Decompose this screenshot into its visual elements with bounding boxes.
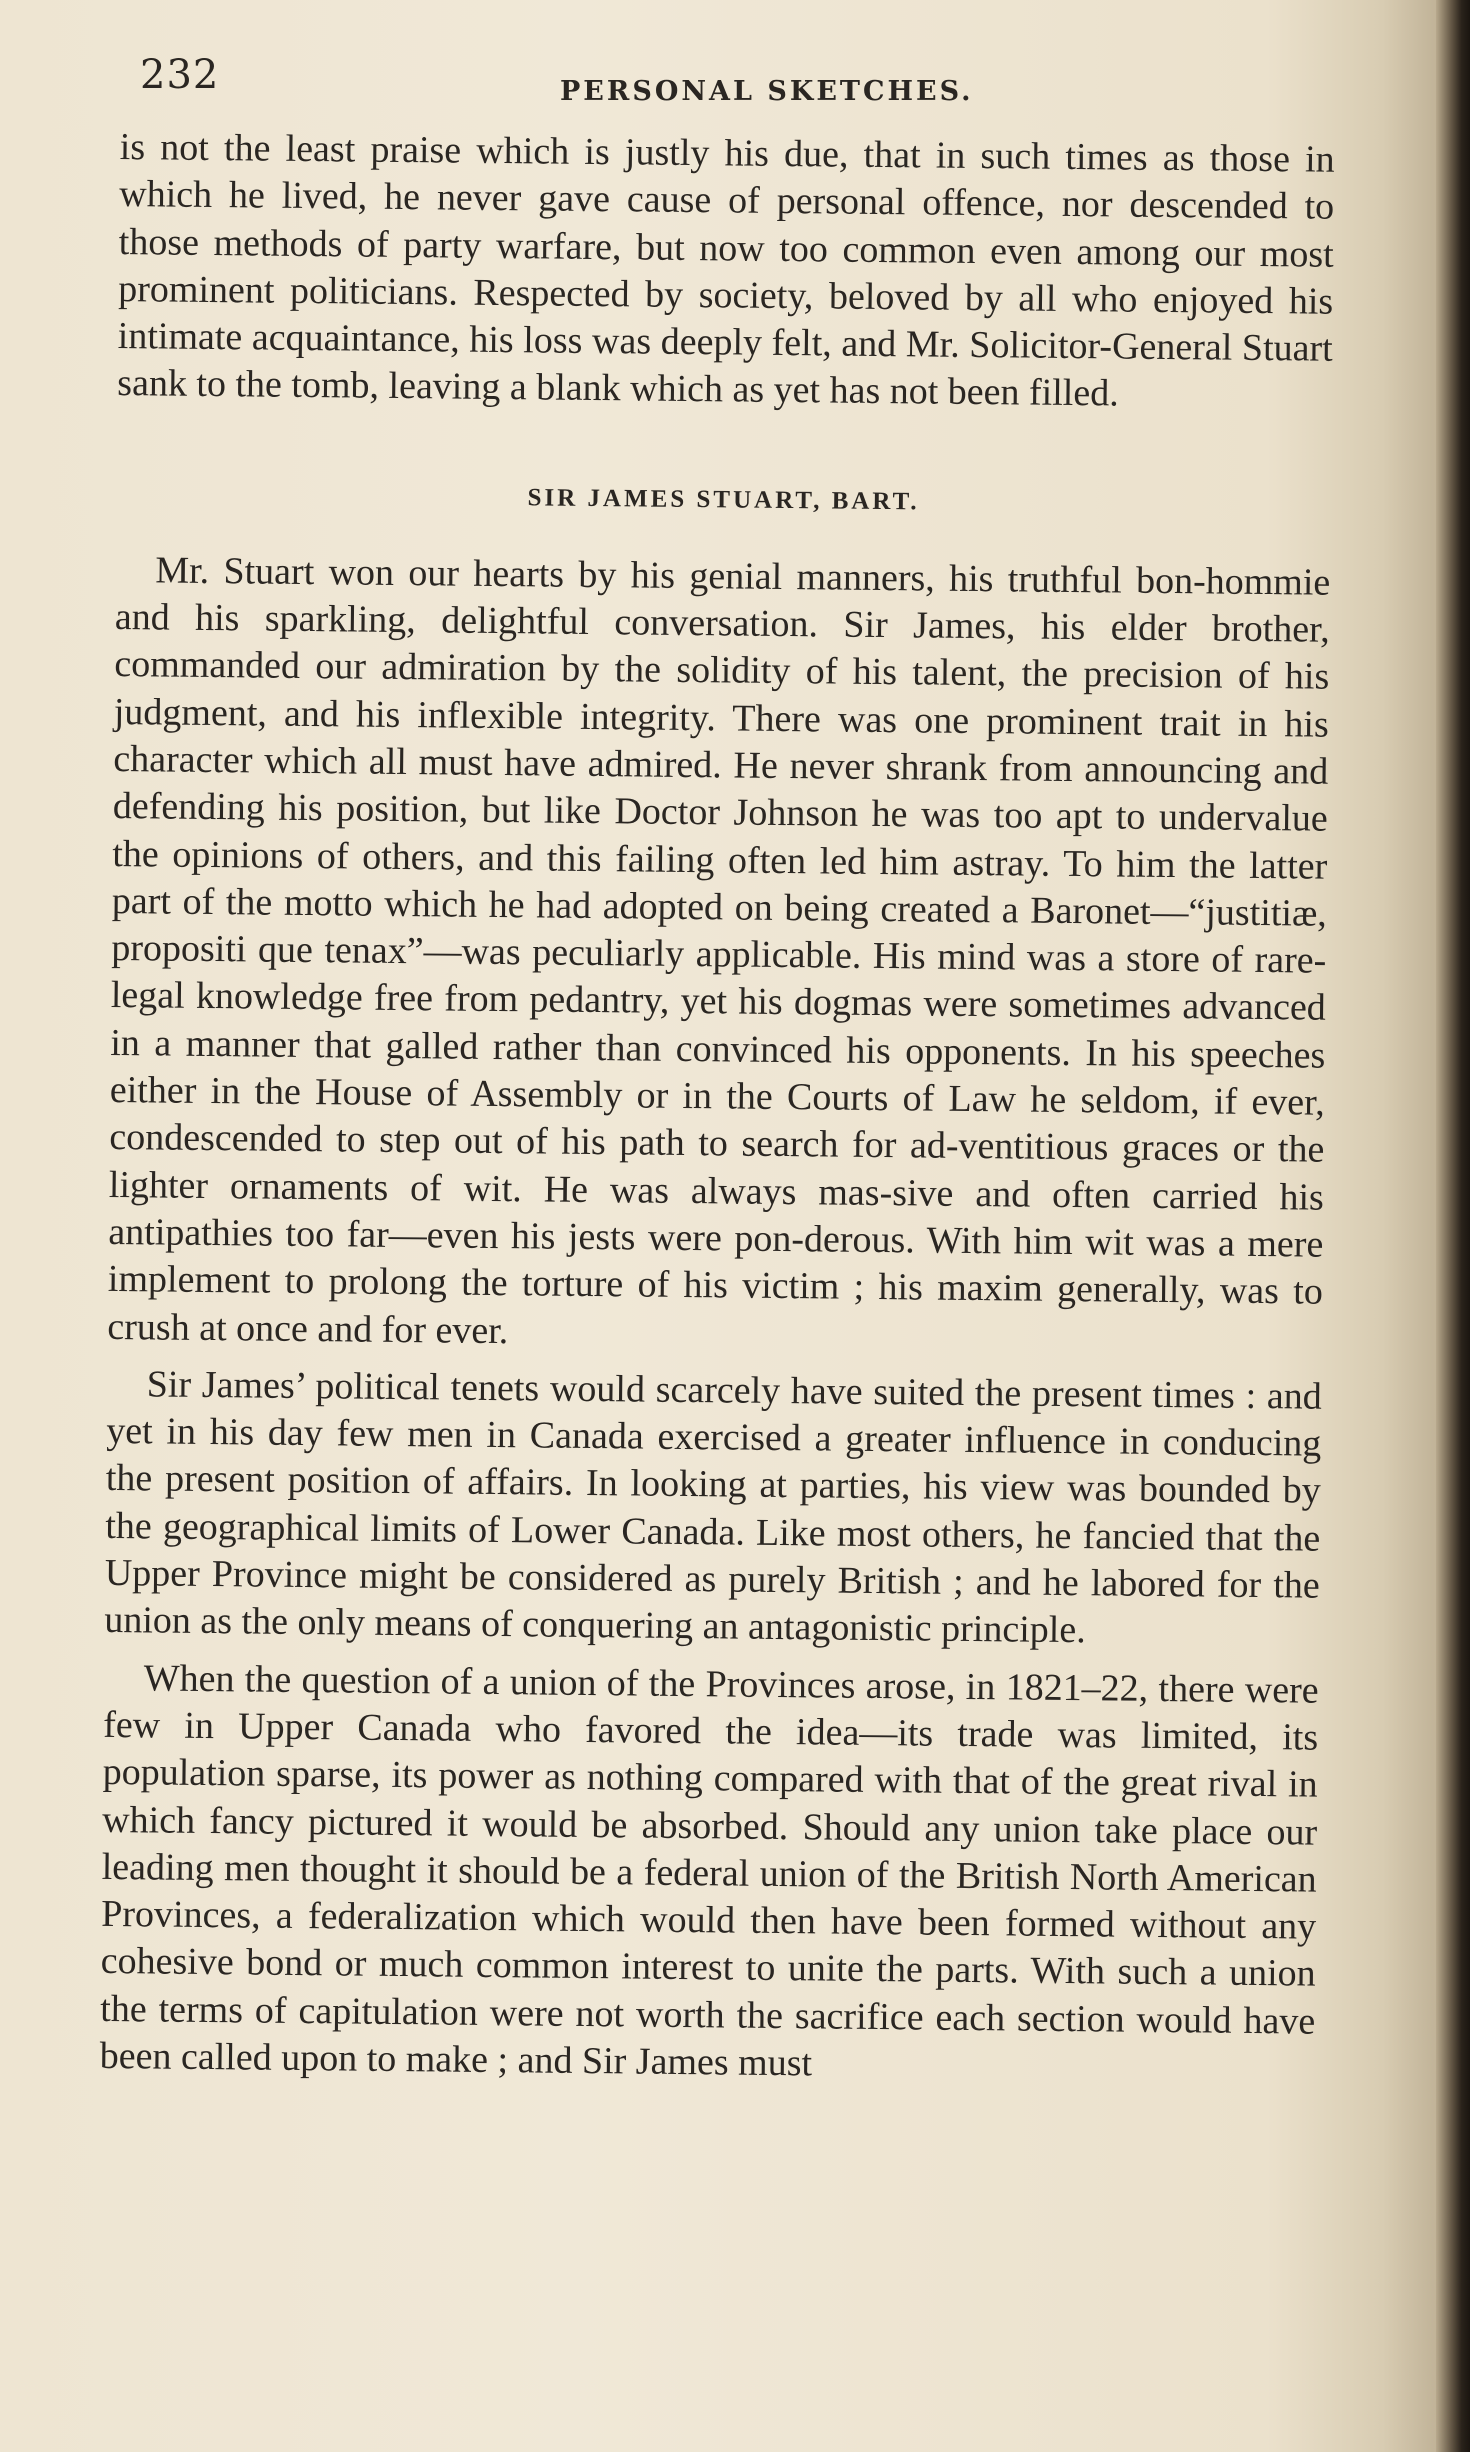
running-head: PERSONAL SKETCHES. [560,76,974,107]
paragraph: Sir James’ political tenets would scarcely have suited the present times : and yet in his day few men in Canada exercised a greater influence in conducing the present position of affairs. In looking at parties, his view was bounded by the geographical limits of Lower Canada. Like most others, he fancied that the Upper Province might be considered as purely British ; and he labored for the union as the only means of conquering an antagonistic principle. [104,1363,1322,1652]
section-title: SIR JAMES STUART, BART. [527,484,920,516]
page-header [140,52,1340,112]
body-text [100,124,1335,2093]
page-number: 232 [140,52,220,98]
paragraph-continued: is not the least praise which is justly his due, that in such times as those in which he lived, he never gave cause of personal offence, nor descended to those methods of party warfare, but now too common even among our most prominent politicians. Respected by society, beloved by all who enjoyed his intimate acquaintance, his loss was deeply felt, and Mr. Solicitor-General Stuart sank to the tomb, leaving a blank which as yet has not been filled. [117,125,1335,415]
paragraph: Mr. Stuart won our hearts by his genial manners, his truthful bon-hommie and his sparkling, delightful conversation. Sir James, his elder brother, commanded our admiration by the solidity of his talent, the precision of his judgment, and his inflexible integrity. There was one prominent trait in his character which all must have admired. He never shrank from announcing and defending his position, but like Doctor Johnson he was too apt to undervalue the opinions of others, and this failing often led him astray. To him the latter part of the motto which he had adopted on being created a Baronet—“justitiæ, propositi que tenax”—was peculiarly applicable. His mind was a store of rare-legal knowledge free from pedantry, yet his dogmas were sometimes advanced in a manner that galled rather than convinced his opponents. In his speeches either in the House of Assembly or in the Courts of Law he seldom, if ever, condescended to step out of his path to search for ad-ventitious graces or the lighter ornaments of wit. He was always mas-sive and often carried his antipathies too far—even his jests were pon-derous. With him wit was a mere implement to prolong the torture of his victim ; his maxim generally, was to crush at once and for ever. [107,549,1331,1352]
book-gutter-shadow [1436,0,1470,2452]
paragraph: When the question of a union of the Provinces arose, in 1821–22, there were few in Upper Canada who favored the idea—its trade was limited, its population sparse, its power as nothing compared with that of the great rival in which fancy pictured it would be absorbed. Should any union take place our leading men thought it should be a federal union of the British North American Provinces, a federalization which would then have been formed without any cohesive bond or much common interest to unite the parts. With such a union the terms of capitulation were not worth the sacrifice each section would have been called upon to make ; and Sir James must [99,1656,1319,2085]
